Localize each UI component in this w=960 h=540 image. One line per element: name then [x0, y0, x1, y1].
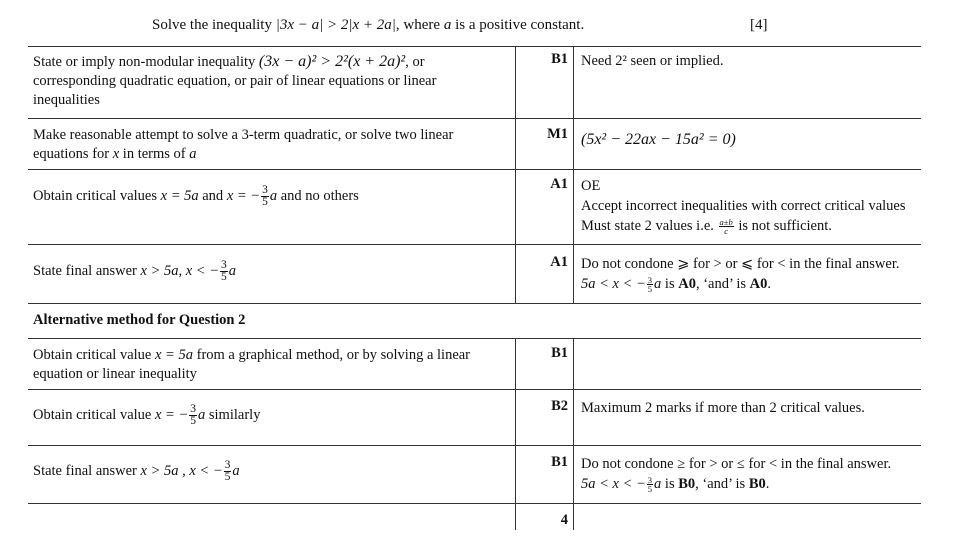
text: 3 [647, 275, 653, 286]
row-2-mark: M1 [547, 126, 568, 142]
alt-row-2-guidance: Maximum 2 marks if more than 2 critical values. [581, 400, 865, 416]
row-3-mark: A1 [550, 176, 568, 192]
text: a [269, 187, 278, 204]
text: A0 [678, 276, 696, 292]
column-divider [573, 46, 574, 303]
row-3-description [33, 185, 503, 208]
row-divider [28, 118, 921, 119]
row-divider [28, 303, 921, 304]
row-2-guidance [581, 130, 926, 150]
alt-row-1-description [33, 346, 503, 384]
text: x > 5a, x < − [140, 262, 219, 279]
text: B0 [748, 476, 766, 492]
row-divider [28, 445, 921, 446]
text: 5 [190, 415, 197, 427]
text: x = − [226, 187, 261, 204]
fraction [261, 185, 269, 208]
text: is [661, 276, 679, 292]
column-divider [515, 338, 516, 530]
row-divider [28, 503, 921, 504]
text: from a graphical method, or by solving a linear equation or linear inequality [33, 347, 471, 382]
text: Obtain critical values [33, 187, 161, 204]
row-4-description [33, 260, 503, 283]
text [581, 216, 926, 236]
text: Accept incorrect inequalities with correct critical values [581, 198, 906, 214]
alternative-heading: Alternative method for Question 2 [33, 312, 246, 328]
text: 5a < x < − [581, 276, 646, 292]
question-text [152, 17, 584, 34]
table-top-border [28, 46, 921, 47]
row-divider [28, 169, 921, 170]
text: 5 [647, 484, 653, 495]
text: 3 [224, 459, 231, 471]
text: 3 [221, 259, 227, 271]
text: 5 [647, 284, 653, 295]
row-divider [28, 338, 921, 339]
question-prefix: Solve the inequality [152, 17, 276, 33]
row-divider [28, 389, 921, 390]
question-middle: , where [395, 17, 444, 33]
text: Do not condone ⩾ for > or ⩽ for < in the final answer. [581, 256, 900, 272]
text: Obtain critical value [33, 406, 155, 423]
text: a [232, 462, 240, 479]
total-marks: 4 [560, 512, 568, 528]
text: . [765, 476, 770, 492]
text: a [654, 476, 662, 492]
text: 3 [190, 403, 197, 415]
fraction [189, 404, 197, 427]
text: . [767, 276, 772, 292]
row-4-mark: A1 [550, 254, 568, 270]
text: (5x² − 22ax − 15a² = 0) [581, 131, 736, 148]
text: a [228, 262, 236, 279]
alt-row-3-mark: B1 [551, 454, 568, 470]
text: c [724, 226, 728, 237]
text: a [198, 406, 206, 423]
row-divider [28, 244, 921, 245]
alt-row-2-mark: B2 [551, 398, 568, 414]
text: and no others [277, 187, 359, 204]
text: Make reasonable attempt to solve a 3-term quadratic, or solve two linear equations for [33, 127, 454, 162]
text: a [654, 276, 662, 292]
question-expression: |3x − a| > 2|x + 2a| [275, 17, 396, 33]
text [581, 474, 926, 494]
text: x = − [155, 406, 189, 423]
text: , or corresponding quadratic equation, or pair of linear equations or linear inequalities [33, 54, 437, 108]
fraction [220, 260, 228, 283]
text: 5a < x < − [581, 476, 646, 492]
question-marks: [4] [750, 17, 768, 33]
text: x > 5a , x < − [140, 462, 223, 479]
column-divider [573, 338, 574, 530]
text: State or imply non-modular inequality [33, 54, 259, 70]
formula: (3x − a)² > 2²(x + 2a)² [258, 53, 406, 70]
text: B0 [678, 476, 696, 492]
fraction [224, 460, 232, 483]
text: Obtain critical value [33, 347, 155, 363]
text: x = 5a [155, 347, 193, 363]
alt-row-1-mark: B1 [551, 345, 568, 361]
text: in terms of [119, 146, 190, 162]
text: A0 [749, 276, 768, 292]
text: 3 [647, 475, 653, 486]
text: State final answer [33, 262, 141, 279]
row-1-description [33, 52, 503, 110]
text: 3 [262, 184, 268, 196]
question-suffix: is a positive constant. [451, 17, 585, 33]
alt-row-3-guidance [581, 454, 926, 494]
text: 5 [224, 471, 231, 483]
text: a±b [719, 217, 733, 228]
text: is not sufficient. [734, 218, 832, 234]
text: x [112, 146, 120, 162]
row-1-guidance: Need 2² seen or implied. [581, 53, 724, 69]
text: OE [581, 178, 601, 194]
text: x = 5a [160, 187, 199, 204]
row-2-description [33, 126, 503, 164]
text: similarly [205, 406, 261, 423]
text: 5 [221, 271, 227, 283]
text: a [189, 146, 197, 162]
row-3-guidance [581, 176, 926, 236]
fraction [719, 218, 734, 235]
alt-row-3-description [33, 460, 503, 483]
text: , ‘and’ is [695, 276, 750, 292]
text [581, 274, 926, 294]
text: 5 [262, 196, 268, 208]
text: , ‘and’ is [695, 476, 749, 492]
row-4-guidance [581, 254, 926, 294]
text: Must state 2 values i.e. [581, 218, 718, 234]
alt-row-2-description [33, 404, 503, 427]
fraction [647, 476, 653, 493]
fraction [647, 276, 653, 293]
row-1-mark: B1 [551, 51, 568, 67]
text: and [198, 187, 227, 204]
text: is [661, 476, 679, 492]
text: State final answer [33, 462, 141, 479]
text: Do not condone ≥ for > or ≤ for < in the final answer. [581, 456, 892, 472]
question-variable: a [443, 17, 452, 33]
